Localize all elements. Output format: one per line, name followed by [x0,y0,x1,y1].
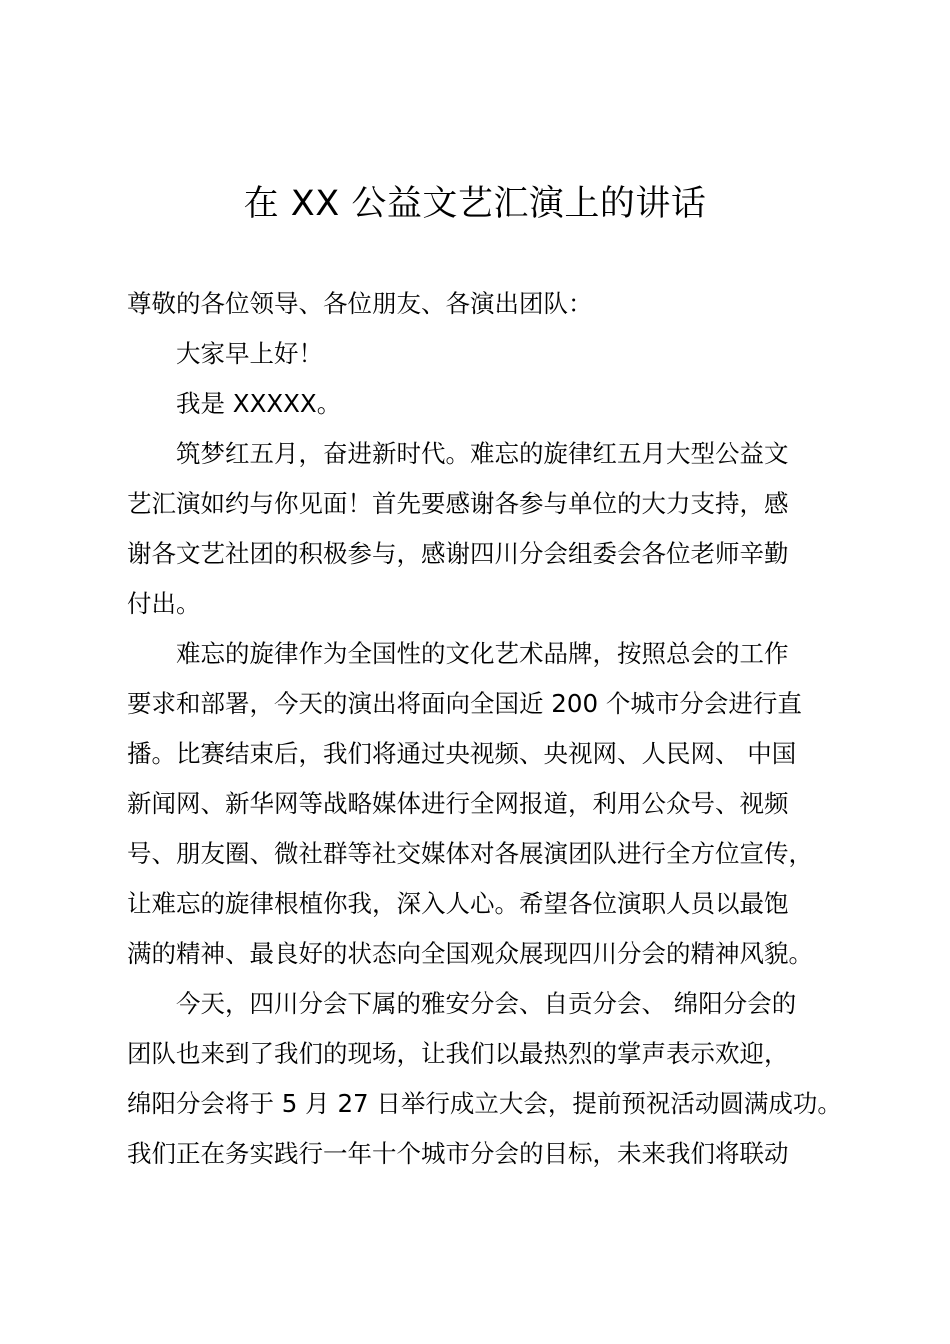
document-title: 在 XX 公益文艺汇演上的讲话 [243,184,707,224]
paragraph-2-line: 满的精神、最良好的状态向全国观众展现四川分会的精神风貌。 [127,939,813,968]
paragraph-2-line: 播。比赛结束后，我们将通过央视频、央视网、人民网、 中国 [127,739,797,768]
paragraph-3-line: 团队也来到了我们的现场，让我们以最热烈的掌声表示欢迎， [127,1039,789,1068]
paragraph-2-line: 要求和部署，今天的演出将面向全国近 200 个城市分会进行直 [127,689,802,718]
paragraph-2-line: 新闻网、新华网等战略媒体进行全网报道，利用公众号、视频 [127,789,789,818]
salutation: 尊敬的各位领导、各位朋友、各演出团队： [127,289,593,318]
paragraph-3-line: 今天，四川分会下属的雅安分会、自贡分会、 绵阳分会的 [176,989,797,1018]
greeting: 大家早上好！ [176,339,323,368]
paragraph-1-line: 筑梦红五月，奋进新时代。难忘的旋律红五月大型公益文 [176,439,789,468]
paragraph-2-line: 难忘的旋律作为全国性的文化艺术品牌，按照总会的工作 [176,639,789,668]
paragraph-3-line: 绵阳分会将于 5 月 27 日举行成立大会，提前预祝活动圆满成功。 [127,1089,842,1118]
paragraph-1-line: 付出。 [127,589,201,618]
self-introduction: 我是 XXXXX。 [176,389,342,418]
paragraph-3-line: 我们正在务实践行一年十个城市分会的目标，未来我们将联动 [127,1139,789,1168]
paragraph-2-line: 号、朋友圈、微社群等社交媒体对各展演团队进行全方位宣传， [127,839,813,868]
paragraph-1-line: 艺汇演如约与你见面！首先要感谢各参与单位的大力支持，感 [127,489,789,518]
paragraph-2-line: 让难忘的旋律根植你我，深入人心。希望各位演职人员以最饱 [127,889,789,918]
paragraph-1-line: 谢各文艺社团的积极参与，感谢四川分会组委会各位老师辛勤 [127,539,789,568]
